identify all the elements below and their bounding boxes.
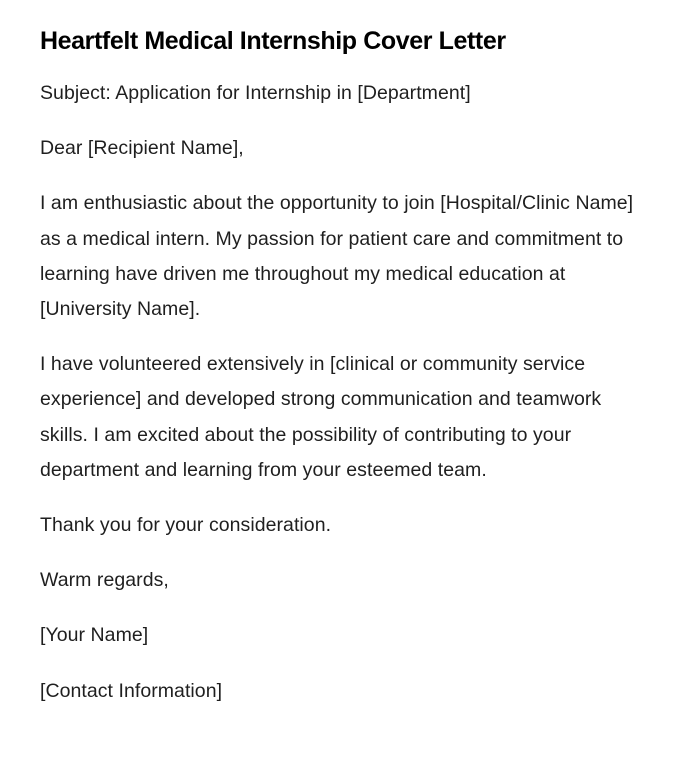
letter-title: Heartfelt Medical Internship Cover Letter: [40, 27, 506, 55]
subject-line: Subject: Application for Internship in [Department]: [40, 82, 471, 104]
body-paragraph-1: I am enthusiastic about the opportunity to join [Hospital/Clinic Name] as a medical intern. My passion for patient care and commitment to learning have driven me throughout my medical education at [University Name].: [40, 192, 634, 321]
salutation: Dear [Recipient Name],: [40, 137, 244, 160]
body-paragraph-2: I have volunteered extensively in [clinical or community service experience] and developed strong communication and teamwork skills. I am excited about the possibility of contributing to your department and learning from your esteemed team.: [40, 353, 602, 481]
signature-name: [Your Name]: [40, 624, 149, 647]
closing-line: Warm regards,: [40, 569, 169, 592]
contact-information: [Contact Information]: [40, 679, 223, 702]
thank-you-line: Thank you for your consideration.: [40, 514, 332, 537]
